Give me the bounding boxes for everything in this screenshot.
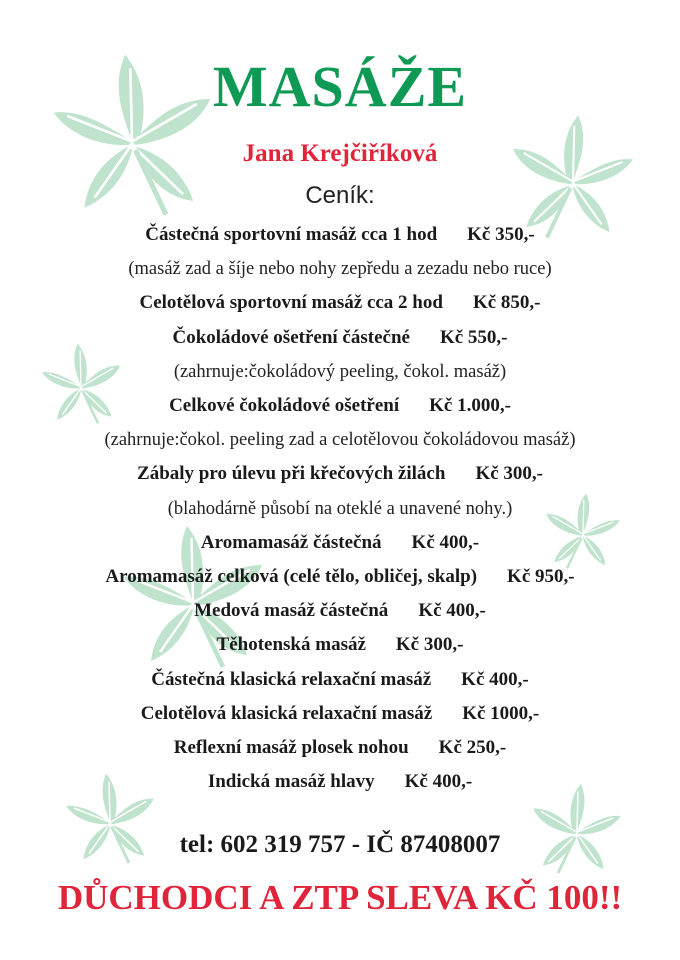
price-item [0, 562, 680, 592]
owner-name: Jana Krejčiříková [242, 140, 438, 167]
page-title: MASÁŽE [212, 54, 468, 119]
price-item-price: Kč 400,- [404, 771, 473, 793]
price-item [0, 288, 680, 318]
price-item-label: Těhotenská masáž [216, 634, 366, 656]
price-item-label: Aromamasáž celková (celé tělo, obličej, skalp) [105, 566, 478, 587]
price-item [0, 391, 680, 421]
price-item [0, 459, 680, 489]
price-item-note: (masáž zad a šíje nebo nohy zepředu a zezadu nebo ruce) [128, 259, 552, 280]
price-item-price: Kč 1.000,- [429, 395, 511, 416]
price-item [0, 323, 680, 353]
price-item-price: Kč 550,- [439, 326, 508, 348]
price-item-label: Zábaly pro úlevu při křečových žilách [137, 463, 446, 485]
price-item-price: Kč 400,- [461, 668, 529, 690]
price-item [0, 596, 680, 626]
price-item-label: Celkové čokoládové ošetření [169, 395, 400, 416]
price-item [0, 665, 680, 695]
price-item-label: Reflexní masáž plosek nohou [173, 737, 409, 758]
price-item-price: Kč 950,- [507, 566, 575, 587]
discount-banner: DŮCHODCI A ZTP SLEVA KČ 100!! [57, 878, 623, 917]
price-item-label: Celotělová sportovní masáž cca 2 hod [139, 292, 443, 314]
price-item-label: Aromamasáž částečná [200, 531, 382, 553]
price-item-label: Celotělová klasická relaxační masáž [140, 702, 433, 724]
price-item-note: (blahodárně působí na oteklé a unavené nohy.) [167, 498, 513, 519]
pricelist-label: Ceník: [305, 182, 375, 209]
price-item-label: Medová masáž částečná [194, 600, 389, 622]
price-item [0, 699, 680, 729]
contact-line: tel: 602 319 757 - IČ 87408007 [179, 831, 501, 858]
price-item-price: Kč 400,- [411, 531, 480, 553]
price-item-price: Kč 850,- [472, 292, 541, 314]
price-item-price: Kč 350,- [467, 224, 535, 245]
price-item-price: Kč 250,- [438, 737, 507, 758]
price-item-note: (zahrnuje:čokol. peeling zad a celotělovou čokoládovou masáž) [104, 430, 576, 451]
price-item-price: Kč 300,- [475, 463, 543, 485]
price-item [0, 733, 680, 763]
price-item-label: Částečná sportovní masáž cca 1 hod [145, 224, 438, 245]
price-item [0, 220, 680, 250]
price-item-note: (zahrnuje:čokoládový peeling, čokol. masáž) [173, 361, 507, 382]
price-item [0, 528, 680, 558]
price-item [0, 767, 680, 797]
price-item [0, 630, 680, 660]
price-item-price: Kč 400,- [418, 600, 486, 622]
price-item-label: Čokoládové ošetření částečné [172, 326, 410, 348]
price-item-label: Indická masáž hlavy [207, 771, 375, 793]
price-item-label: Částečná klasická relaxační masáž [151, 668, 432, 690]
price-item-price: Kč 300,- [395, 634, 464, 656]
price-item-price: Kč 1000,- [462, 702, 540, 724]
